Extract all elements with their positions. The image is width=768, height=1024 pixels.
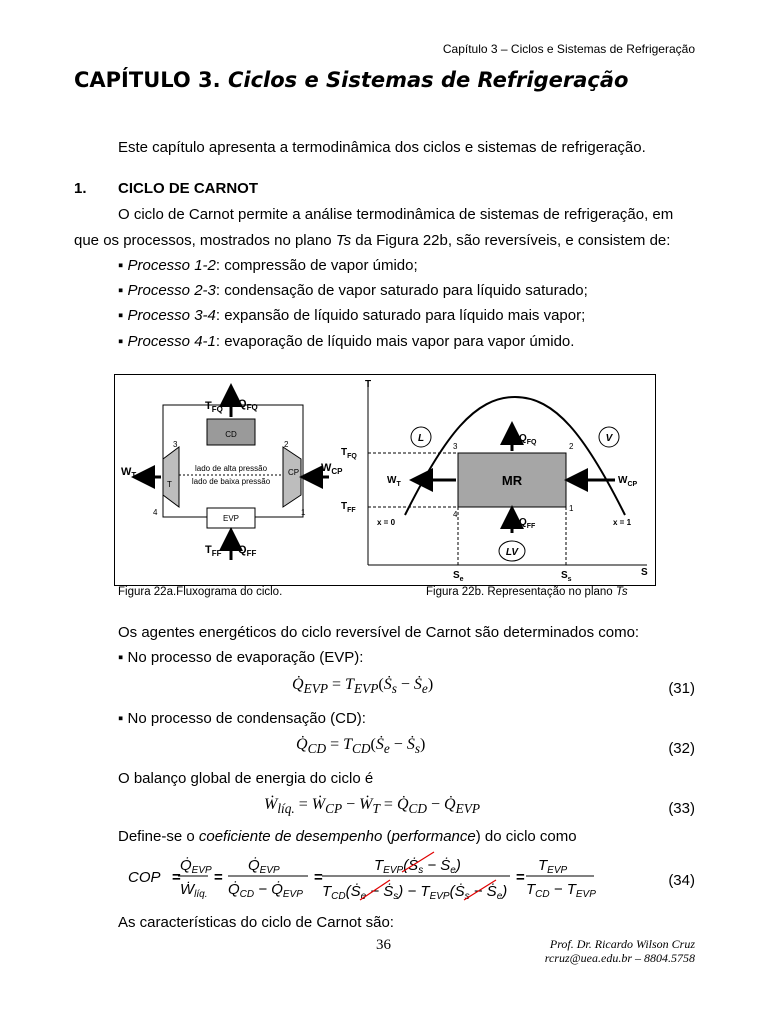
cop-text-e: ) do ciclo como <box>475 828 577 845</box>
ts-diagram <box>341 379 648 583</box>
process-name: Processo 2-3 <box>127 282 216 299</box>
eq-number-31: (31) <box>668 680 695 697</box>
caption-22b-ts: Ts <box>615 586 628 598</box>
lv-label: LV <box>505 547 519 558</box>
svg-text:COP: COP <box>128 869 161 886</box>
caption-22b <box>426 586 628 598</box>
caption-22a: Figura 22a.Fluxograma do ciclo. <box>118 586 283 598</box>
wcp-ts-label: $W_{CP}$ <box>618 475 638 488</box>
ts-plane-term: Ts <box>335 232 352 249</box>
equation-32: $Q̇_{CD}$ = $T_{CD}(Ṡ_e$ − Ṡ$_s$) <box>296 736 426 757</box>
node-1: 1 <box>301 508 306 517</box>
footer-author: Prof. Dr. Ricardo Wilson Cruz <box>549 937 695 951</box>
process-item: ▪ Processo 1-2: compressão de vapor úmido; <box>118 257 418 274</box>
eq-number-32: (32) <box>668 740 695 757</box>
para1-line2 <box>74 228 670 253</box>
turbine-shape <box>163 447 179 507</box>
t-label: T <box>167 480 172 489</box>
v-label: V <box>605 433 613 444</box>
cop-text-a: Define-se o <box>118 828 199 845</box>
cp-label: CP <box>288 468 300 477</box>
cop-definition <box>118 824 577 849</box>
figure-22 <box>114 374 656 586</box>
chapter-name: Ciclos e Sistemas de Refrigeração <box>227 68 629 92</box>
svg-text:TCD − TEVP: $T_{CD} - T_{EVP}$ <box>526 881 596 900</box>
qfq-flow-label: $Q_{FQ}$ <box>238 398 258 412</box>
balance-paragraph: O balanço global de energia do ciclo é <box>118 770 374 787</box>
wt-flow-label: $W_T$ <box>121 466 137 480</box>
evp-label: EVP <box>222 514 240 523</box>
equation-34 <box>124 848 624 908</box>
svg-text:TEVP: $T_{EVP}$ <box>538 857 568 876</box>
flow-diagram <box>121 389 343 560</box>
eq-number-34: (34) <box>668 872 695 889</box>
svg-text:=: = <box>214 869 223 886</box>
ss-label: $S_s$ <box>561 570 572 583</box>
process-desc: : expansão de líquido saturado para líquido mais vapor; <box>215 307 586 324</box>
high-pressure-label: lado de alta pressão <box>194 464 268 473</box>
svg-text:TEVP(Ṡs − Ṡe): $T_{EVP}(Ṡ_s$ − Ṡ$_e$) <box>374 857 461 876</box>
svg-text:=: = <box>314 869 323 886</box>
running-header: Capítulo 3 – Ciclos e Sistemas de Refrigeração <box>442 42 695 56</box>
svg-text:=: = <box>516 869 525 886</box>
chapter-title <box>74 68 628 92</box>
node-4: 4 <box>153 508 158 517</box>
cop-term: coeficiente de desempenho <box>198 828 383 845</box>
para1-text-a: que os processos, mostrados no plano <box>74 232 336 249</box>
svg-text:Q̇EVP: $Q̇_{EVP}$ <box>248 857 280 876</box>
tfq-flow-label: $T_{FQ}$ <box>205 400 223 414</box>
tff-ts-label: $T_{FF}$ <box>341 501 356 514</box>
node-2: 2 <box>284 440 289 449</box>
process-name: Processo 1-2 <box>127 257 216 274</box>
para1-line1: O ciclo de Carnot permite a análise termodinâmica de sistemas de refrigeração, em <box>118 206 674 223</box>
low-pressure-label: lado de baixa pressão <box>191 477 271 486</box>
mr-label: MR <box>501 473 523 488</box>
tfq-ts-label: $T_{FQ}$ <box>341 447 357 460</box>
process-item: ▪ Processo 2-3: condensação de vapor saturado para líquido saturado; <box>118 282 588 299</box>
para1-text-b: da Figura 22b, são reversíveis, e consistem de: <box>351 232 671 249</box>
qff-ts-label: $Q_{FF}$ <box>519 517 536 530</box>
ts-node-1: 1 <box>569 504 574 513</box>
process-desc: : condensação de vapor saturado para líquido saturado; <box>215 282 588 299</box>
node-3: 3 <box>173 440 178 449</box>
process-item: ▪ Processo 4-1: evaporação de líquido mais vapor para vapor úmido. <box>118 333 575 350</box>
x0-label: x = 0 <box>377 518 396 527</box>
process-item: ▪ Processo 3-4: expansão de líquido saturado para líquido mais vapor; <box>118 307 586 324</box>
equation-33: Ẇ$_{líq.}$ = Ẇ$_{CP}$ − Ẇ$_T$ = $Q̇_{CD}$ − $Q̇_{EVP}$ <box>264 796 481 817</box>
process-name: Processo 4-1 <box>127 333 216 350</box>
ts-node-2: 2 <box>569 442 574 451</box>
footer-contact: rcruz@uea.edu.br – 8804.5758 <box>544 951 695 965</box>
x1-label: x = 1 <box>613 518 632 527</box>
caption-22b-text: Figura 22b. Representação no plano <box>426 586 616 598</box>
cop-text-c: ( <box>382 828 392 845</box>
tff-flow-label: $T_{FF}$ <box>205 544 222 558</box>
compressor-shape <box>283 447 301 507</box>
l-label: L <box>417 433 425 444</box>
agents-paragraph: Os agentes energéticos do ciclo reversível de Carnot são determinados como: <box>118 624 640 641</box>
wcp-flow-label: $W_{CP}$ <box>321 462 343 476</box>
process-name: Processo 3-4 <box>127 307 216 324</box>
eq-number-33: (33) <box>668 800 695 817</box>
chapter-label: CAPÍTULO 3. <box>74 68 221 92</box>
intro-paragraph: Este capítulo apresenta a termodinâmica dos ciclos e sistemas de refrigeração. <box>118 139 646 156</box>
qfq-ts-label: $Q_{FQ}$ <box>519 433 537 446</box>
evp-item: ▪ No processo de evaporação (EVP): <box>118 649 364 666</box>
ts-node-3: 3 <box>453 442 458 451</box>
se-label: $S_e$ <box>453 570 464 583</box>
t-axis-label: T <box>365 379 372 390</box>
qff-flow-label: $Q_{FF}$ <box>238 544 257 558</box>
svg-text:Q̇EVP: $Q̇_{EVP}$ <box>180 857 212 876</box>
wt-ts-label: $W_T$ <box>387 475 401 488</box>
cd-label: CD <box>225 430 237 439</box>
svg-text:Q̇CD − Q̇EVP: $Q̇_{CD}$ − $Q̇_{EVP}$ <box>228 881 303 900</box>
section-number: 1. <box>74 180 87 197</box>
s-axis-label: S <box>641 567 648 578</box>
equation-31: $Q̇_{EVP}$ = $T_{EVP}(Ṡ_s$ − Ṡ$_e$) <box>292 676 434 697</box>
ts-node-4: 4 <box>453 510 458 519</box>
page-number: 36 <box>376 937 391 953</box>
process-desc: : compressão de vapor úmido; <box>215 257 418 274</box>
figure-svg <box>115 375 655 585</box>
characteristics-paragraph: As características do ciclo de Carnot são: <box>118 914 394 931</box>
performance-term: performance <box>391 828 476 845</box>
svg-text:TCD(Ṡe − Ṡs) − TEVP(Ṡs − Ṡe): $T_{CD}(Ṡ_e$ − Ṡ$_s$) − $T_{EVP}(Ṡ_s$ − Ṡ$_e$) <box>322 883 508 902</box>
section-title: CICLO DE CARNOT <box>118 180 258 197</box>
svg-text:=: = <box>172 869 181 886</box>
svg-text:Ẇlíq.: Ẇ$_{líq.}$ <box>180 881 208 900</box>
cd-item: ▪ No processo de condensação (CD): <box>118 710 366 727</box>
process-desc: : evaporação de líquido mais vapor para vapor úmido. <box>215 333 575 350</box>
